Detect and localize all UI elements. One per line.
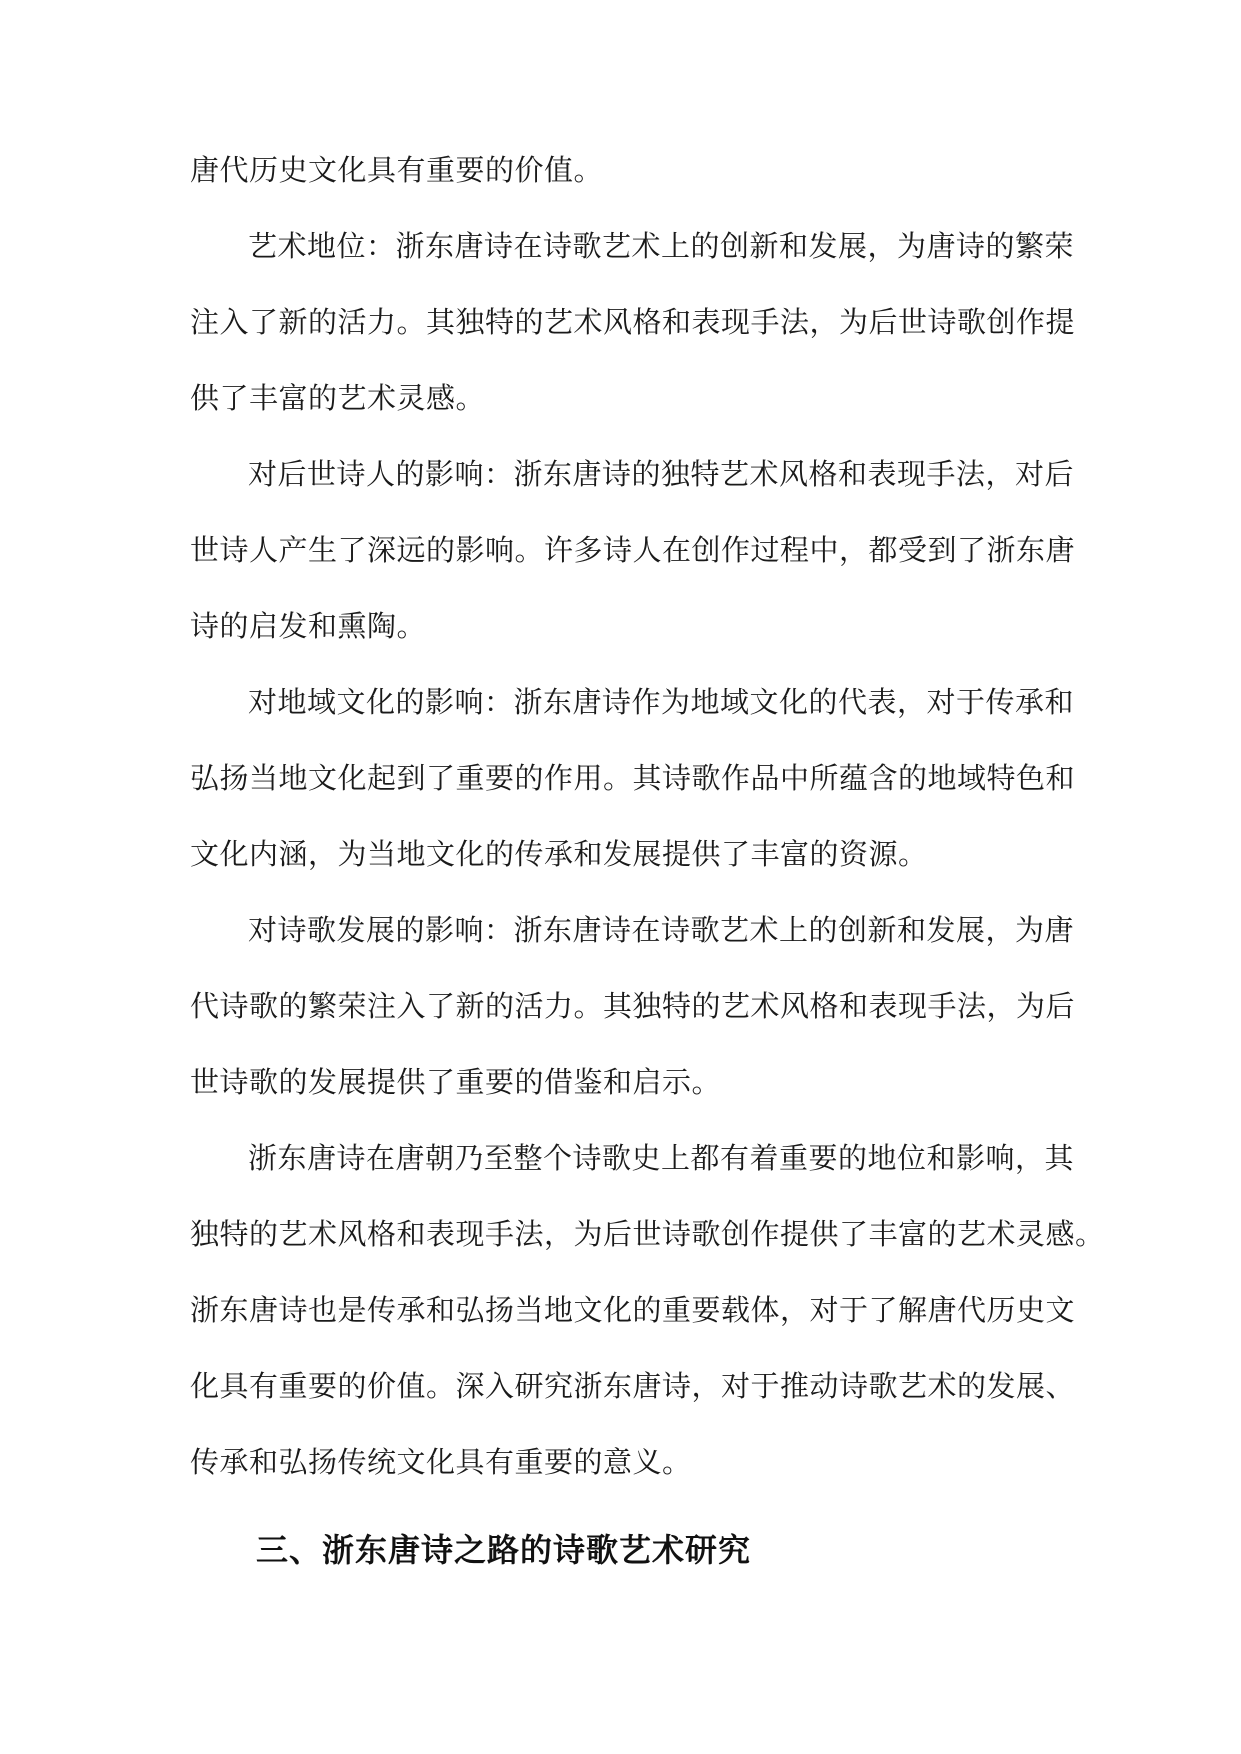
text-line: 弘扬当地文化起到了重要的作用。其诗歌作品中所蕴含的地域特色和 <box>190 761 1076 795</box>
text-line: 对后世诗人的影响：浙东唐诗的独特艺术风格和表现手法，对后 <box>248 457 1075 491</box>
text-line: 诗的启发和熏陶。 <box>190 609 427 643</box>
text-line: 注入了新的活力。其独特的艺术风格和表现手法，为后世诗歌创作提 <box>190 305 1076 339</box>
text-line: 独特的艺术风格和表现手法，为后世诗歌创作提供了丰富的艺术灵感。 <box>190 1217 1105 1251</box>
text-line: 世诗歌的发展提供了重要的借鉴和启示。 <box>190 1065 722 1099</box>
text-line: 对诗歌发展的影响：浙东唐诗在诗歌艺术上的创新和发展，为唐 <box>248 913 1075 947</box>
text-line: 传承和弘扬传统文化具有重要的意义。 <box>190 1445 692 1479</box>
text-line: 唐代历史文化具有重要的价值。 <box>190 153 604 187</box>
text-line: 供了丰富的艺术灵感。 <box>190 381 486 415</box>
text-line: 浙东唐诗在唐朝乃至整个诗歌史上都有着重要的地位和影响，其 <box>248 1141 1075 1175</box>
text-line: 文化内涵，为当地文化的传承和发展提供了丰富的资源。 <box>190 837 928 871</box>
text-line: 浙东唐诗也是传承和弘扬当地文化的重要载体，对于了解唐代历史文 <box>190 1293 1076 1327</box>
text-line: 对地域文化的影响：浙东唐诗作为地域文化的代表，对于传承和 <box>248 685 1075 719</box>
text-line: 代诗歌的繁荣注入了新的活力。其独特的艺术风格和表现手法，为后 <box>190 989 1076 1023</box>
text-line: 化具有重要的价值。深入研究浙东唐诗，对于推动诗歌艺术的发展、 <box>190 1369 1076 1403</box>
section-heading: 三、浙东唐诗之路的诗歌艺术研究 <box>256 1531 752 1569</box>
text-line: 世诗人产生了深远的影响。许多诗人在创作过程中，都受到了浙东唐 <box>190 533 1076 567</box>
text-line: 艺术地位：浙东唐诗在诗歌艺术上的创新和发展，为唐诗的繁荣 <box>248 229 1075 263</box>
